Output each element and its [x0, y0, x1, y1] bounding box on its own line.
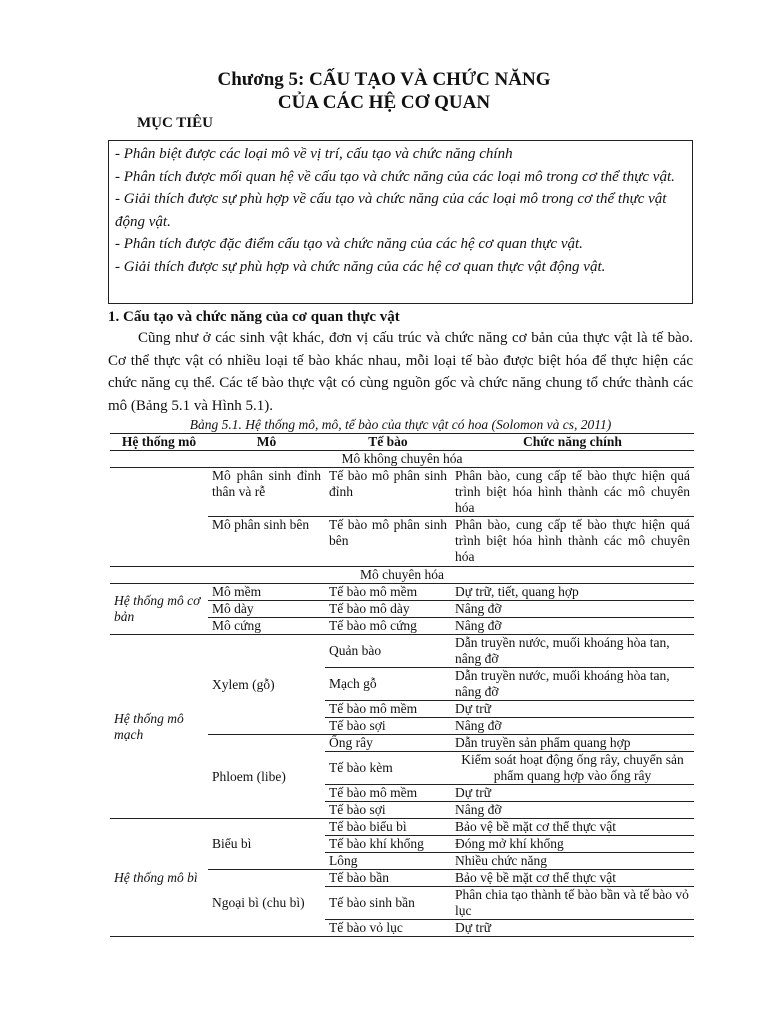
objective-item: - Phân tích được đặc điểm cấu tạo và chức năng của các hệ cơ quan thực vật. — [115, 236, 583, 252]
tissue-phloem: Phloem (libe) — [208, 735, 325, 819]
body-paragraph: Cũng như ở các sinh vật khác, đơn vị cấu trúc và chức năng cơ bản của thực vật là tế bào. Cơ thể thực vật có nhiều loại tế bào khác nhau, mỗi loại tế bào được biệt hóa để thực hiện các chức năng cụ thể. Các tế bào thực vật có cùng nguồn gốc và chức năng chung tổ chức thành các mô (Bảng 5.1 và Hình 5.1). — [108, 330, 693, 414]
table-subheader-row — [110, 567, 694, 584]
table-cell-function: Đóng mở khí khổng — [451, 836, 694, 853]
system-dermal: Hệ thống mô bì — [110, 819, 208, 937]
chapter-title-line2: CỦA CÁC HỆ CƠ QUAN — [277, 92, 491, 113]
table-cell-function: Bảo vệ bề mặt cơ thể thực vật — [451, 870, 694, 887]
table-cell-cell: Tế bào biểu bì — [325, 819, 451, 836]
header-system: Hệ thống mô — [110, 434, 208, 451]
table-cell-cell: Ống rây — [325, 735, 451, 752]
table-cell-cell: Tế bào khí khổng — [325, 836, 451, 853]
subheader-specialized: Mô chuyên hóa — [110, 567, 694, 584]
table-cell-function: Nâng đỡ — [451, 802, 694, 819]
table-cell-tissue: Mô phân sinh bên — [208, 517, 325, 567]
objective-item: - Giải thích được sự phù hợp và chức năng của các hệ cơ quan thực vật động vật. — [115, 258, 606, 275]
table-cell-function: Dự trữ — [451, 920, 694, 937]
tissue-periderm: Ngoại bì (chu bì) — [208, 870, 325, 937]
table-cell-cell: Tế bào mô mềm — [325, 785, 451, 802]
table-cell-tissue: Mô dày — [208, 601, 325, 618]
table-cell-cell: Quản bào — [325, 635, 451, 668]
table-cell-tissue: Mô cứng — [208, 618, 325, 635]
tissue-epidermis: Biểu bì — [208, 819, 325, 870]
table-cell-function: Nâng đỡ — [451, 618, 694, 635]
table-cell-function: Dự trữ, tiết, quang hợp — [451, 584, 694, 601]
objective-item: - Giải thích được sự phù hợp về cấu tạo và chức năng của các loại mô trong cơ thể thực vật động vật. — [115, 191, 667, 230]
system-vascular: Hệ thống mô mạch — [110, 635, 208, 819]
table-cell-cell: Tế bào sợi — [325, 802, 451, 819]
table-cell-function: Nhiều chức năng — [451, 853, 694, 870]
table-row — [110, 584, 694, 601]
table-cell-cell: Tế bào mô dày — [325, 601, 451, 618]
table-cell-function: Dẫn truyền nước, muối khoáng hòa tan, nâng đỡ — [451, 668, 694, 701]
table-cell-function: Dự trữ — [451, 701, 694, 718]
table-cell-function: Dẫn truyền sản phẩm quang hợp — [451, 735, 694, 752]
table-cell-function: Dự trữ — [451, 785, 694, 802]
table-cell-cell: Tế bào mô mềm — [325, 584, 451, 601]
table-cell-cell: Tế bào vỏ lục — [325, 920, 451, 937]
objective-item: - Phân biệt được các loại mô về vị trí, cấu tạo và chức năng chính — [115, 146, 513, 162]
table-caption: Bảng 5.1. Hệ thống mô, mô, tế bào của thực vật có hoa (Solomon và cs, 2011) — [189, 417, 612, 432]
table-row — [110, 819, 694, 836]
chapter-title-line1: Chương 5: CẤU TẠO VÀ CHỨC NĂNG — [217, 69, 551, 90]
table-cell-cell: Tế bào mô phân sinh bên — [325, 517, 451, 567]
tissue-table — [110, 433, 694, 937]
table-cell-function: Kiểm soát hoạt động ống rây, chuyển sản phẩm quang hợp vào ống rây — [451, 752, 694, 785]
tissue-xylem: Xylem (gỗ) — [208, 635, 325, 735]
table-cell-function: Phân chia tạo thành tế bào bần và tế bào vỏ lục — [451, 887, 694, 920]
table-cell-function: Nâng đỡ — [451, 601, 694, 618]
table-cell-empty — [110, 468, 208, 517]
objective-item: - Phân tích được mối quan hệ về cấu tạo và chức năng của các loại mô trong cơ thể thực vật. — [115, 168, 675, 185]
objectives-heading: MỤC TIÊU — [137, 115, 213, 131]
table-cell-cell: Tế bào mô phân sinh đỉnh — [325, 468, 451, 517]
table-cell-cell: Tế bào sinh bần — [325, 887, 451, 920]
table-cell-empty — [110, 517, 208, 567]
table-subheader-row — [110, 451, 694, 468]
section-heading: 1. Cấu tạo và chức năng của cơ quan thực vật — [108, 309, 400, 325]
header-cell: Tế bào — [325, 434, 451, 451]
table-cell-function: Dẫn truyền nước, muối khoáng hòa tan, nâng đỡ — [451, 635, 694, 668]
subheader-unspecialized: Mô không chuyên hóa — [110, 451, 694, 468]
table-cell-function: Nâng đỡ — [451, 718, 694, 735]
table-cell-cell: Tế bào mô mềm — [325, 701, 451, 718]
table-cell-function: Phân bào, cung cấp tế bào thực hiện quá trình biệt hóa hình thành các mô chuyên hóa — [451, 468, 694, 517]
table-row — [110, 468, 694, 517]
table-cell-cell: Tế bào mô cứng — [325, 618, 451, 635]
table-row — [110, 517, 694, 567]
system-ground: Hệ thống mô cơ bản — [110, 584, 208, 635]
table-cell-cell: Tế bào bần — [325, 870, 451, 887]
table-cell-cell: Tế bào kèm — [325, 752, 451, 785]
header-tissue: Mô — [208, 434, 325, 451]
table-cell-function: Bảo vệ bề mặt cơ thể thực vật — [451, 819, 694, 836]
header-function: Chức năng chính — [451, 434, 694, 451]
table-cell-cell: Tế bào sợi — [325, 718, 451, 735]
table-cell-cell: Lông — [325, 853, 451, 870]
table-cell-tissue: Mô phân sinh đỉnh thân và rễ — [208, 468, 325, 517]
table-cell-cell: Mạch gỗ — [325, 668, 451, 701]
table-row — [110, 635, 694, 668]
objectives-box — [108, 140, 693, 304]
table-cell-function: Phân bào, cung cấp tế bào thực hiện quá trình biệt hóa hình thành các mô chuyên hóa — [451, 517, 694, 567]
table-header-row — [110, 434, 694, 451]
table-cell-tissue: Mô mềm — [208, 584, 325, 601]
